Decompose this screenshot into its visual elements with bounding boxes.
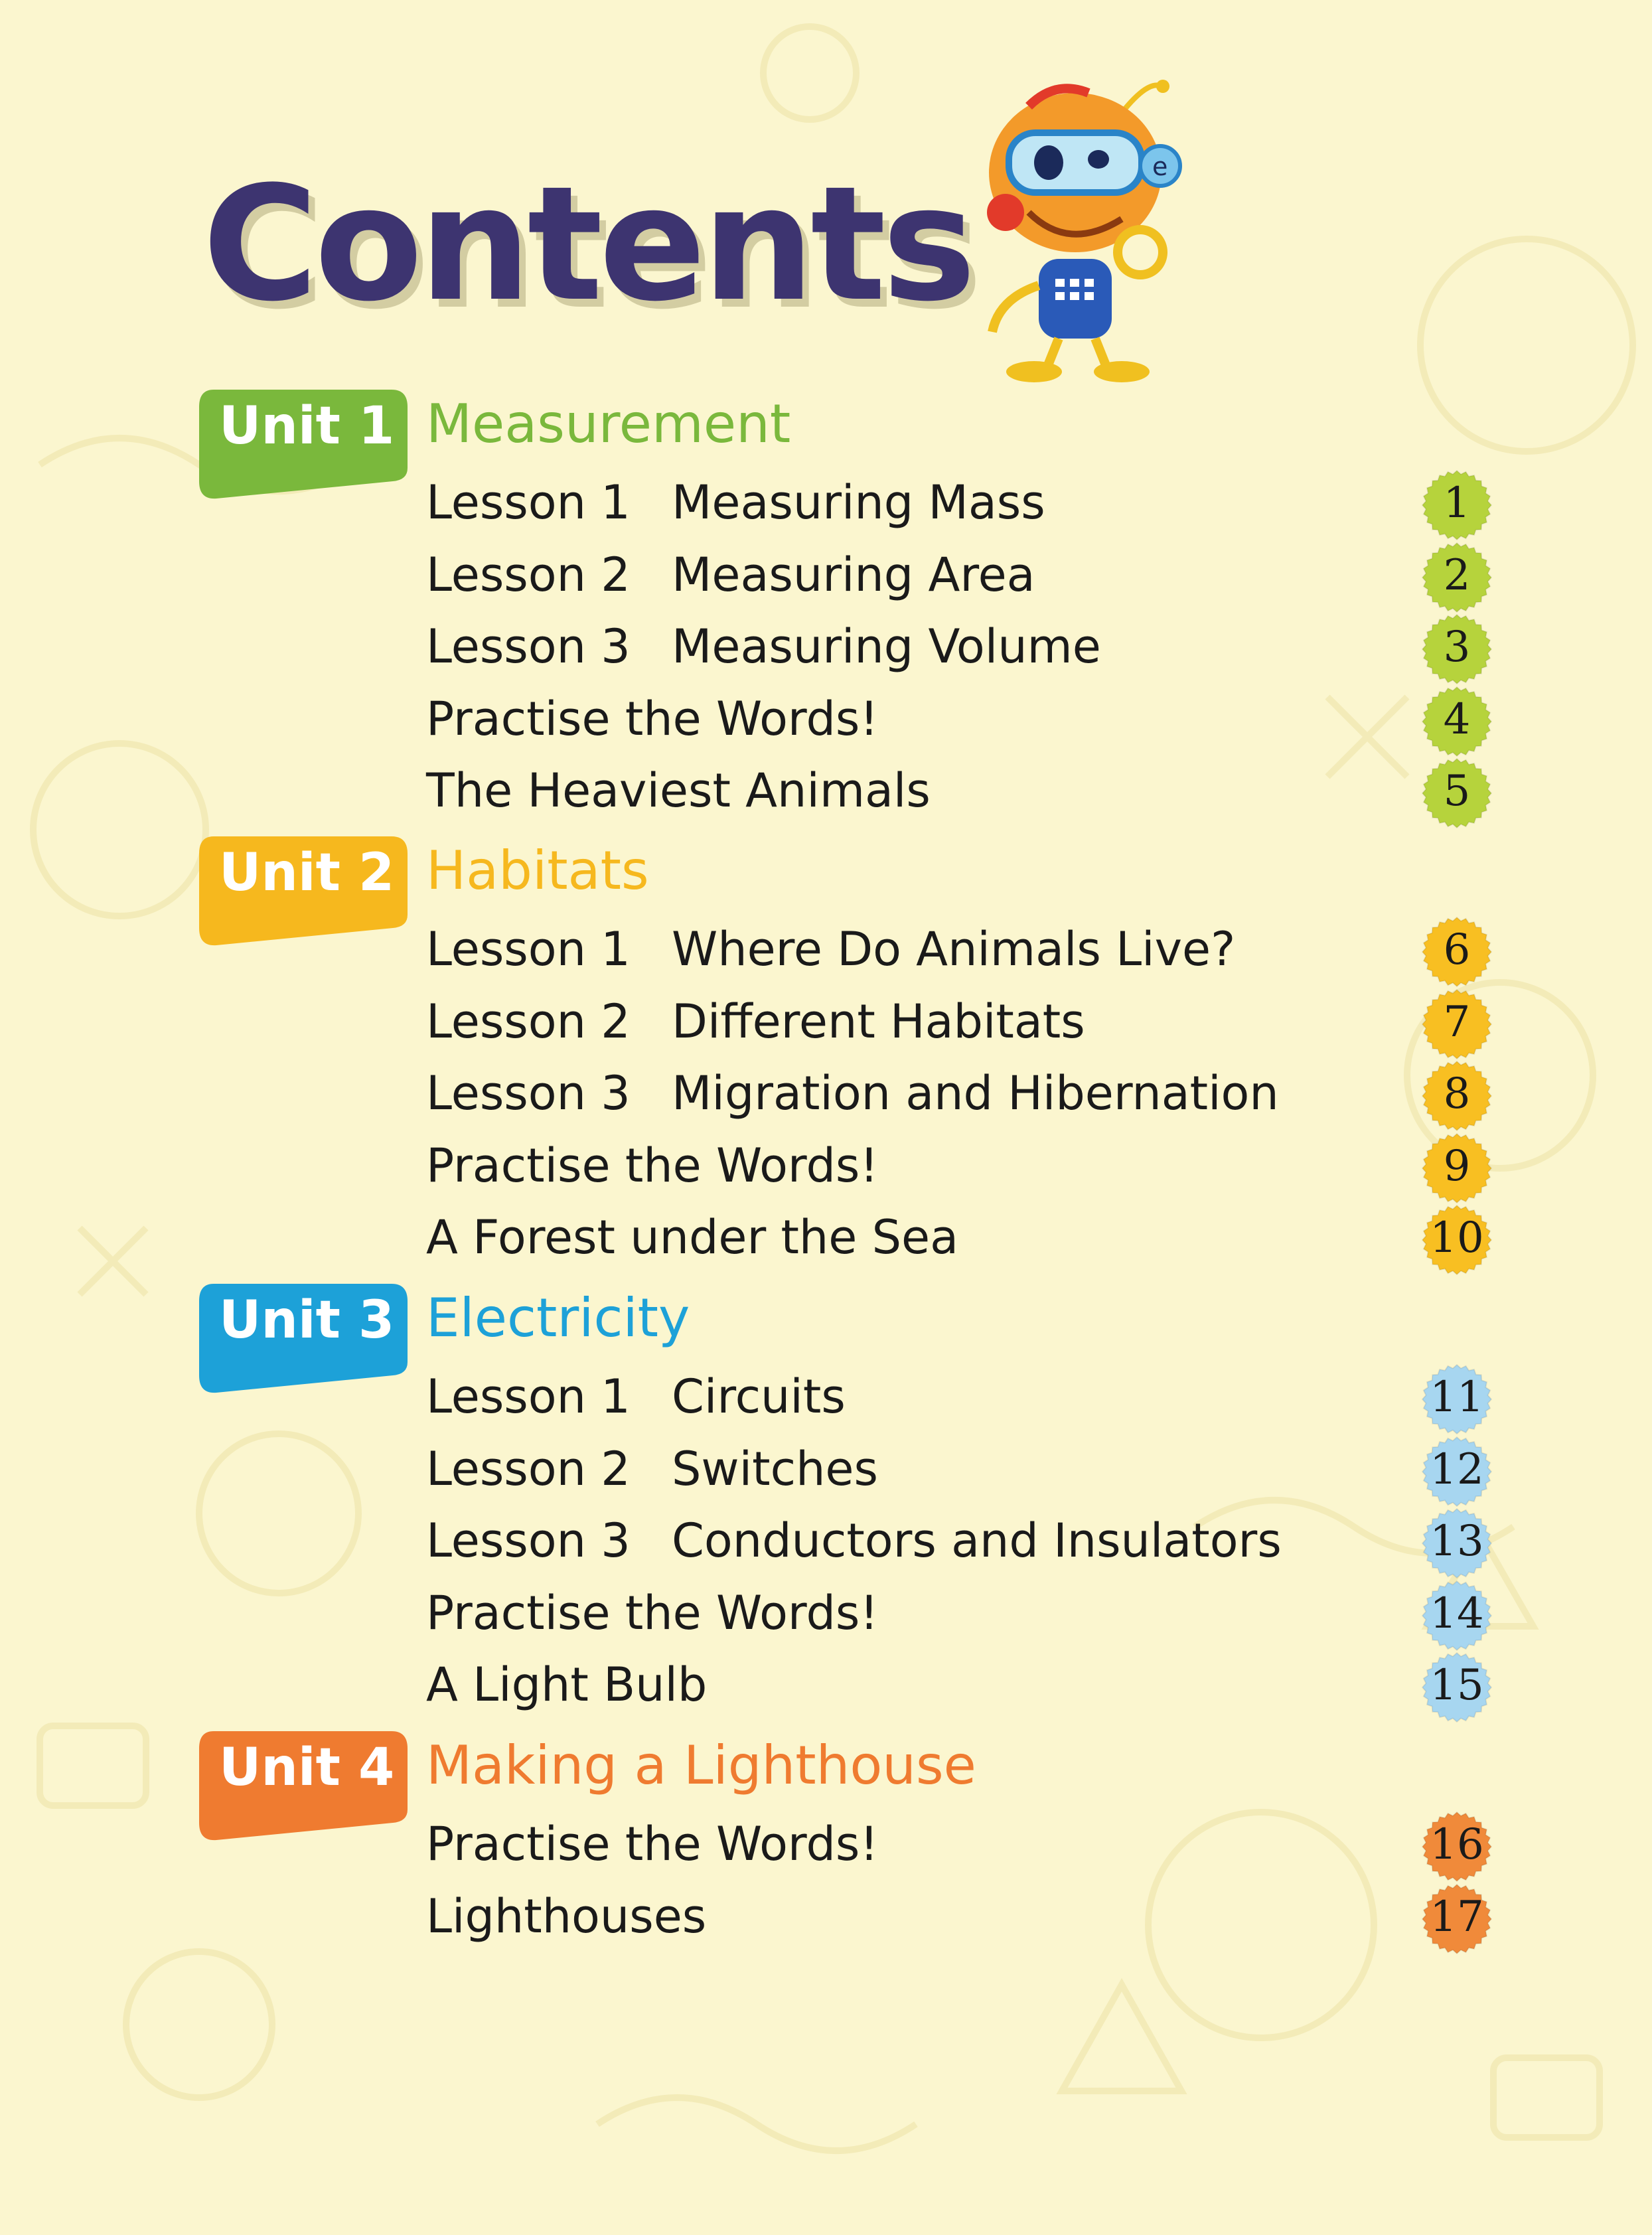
page-number-badge [1422,614,1492,684]
page-number: 1 [1443,479,1471,528]
contents-entry[interactable] [0,1364,1652,1436]
entry-lesson-label: Lesson 1 [426,1369,631,1424]
page-number-badge [1422,1580,1492,1651]
contents-entry[interactable] [0,1508,1652,1580]
entry-lesson-label: Lesson 2 [426,994,631,1049]
entry-title: Migration and Hibernation [672,1066,1279,1120]
page-number: 2 [1443,551,1471,600]
page-number-badge [1422,1205,1492,1275]
entry-title: Practise the Words! [426,1817,879,1871]
page-number: 13 [1430,1517,1484,1566]
contents-entry[interactable] [0,470,1652,542]
page-number: 16 [1430,1820,1484,1869]
entry-lesson-label: Lesson 2 [426,1442,631,1496]
entry-title: Different Habitats [672,994,1085,1049]
entry-title: Practise the Words! [426,692,879,746]
entry-title: The Heaviest Animals [426,763,931,818]
unit-badge-label: Unit 1 [219,396,395,456]
entry-title: Conductors and Insulators [672,1513,1282,1568]
entry-title: Practise the Words! [426,1138,879,1193]
page-number: 5 [1443,767,1471,816]
page-number-badge [1422,1652,1492,1723]
entry-title: Practise the Words! [426,1586,879,1640]
page-number: 8 [1443,1069,1471,1118]
contents-entry[interactable] [0,1436,1652,1508]
page-number-badge [1422,1508,1492,1579]
page-number: 11 [1430,1373,1484,1422]
page-number-badge [1422,1061,1492,1131]
entry-lesson-label: Lesson 3 [426,619,631,674]
page-number: 3 [1443,623,1471,672]
contents-entry[interactable] [0,1205,1652,1276]
page-title: Contents [202,153,972,337]
unit-title: Electricity [426,1287,690,1349]
page-number: 9 [1443,1142,1471,1191]
entry-title: Measuring Volume [672,619,1101,674]
page-number-badge [1422,542,1492,613]
contents-entry[interactable] [0,1884,1652,1956]
contents-entry[interactable] [0,542,1652,614]
unit-badge-label: Unit 2 [219,843,395,903]
entry-title: Switches [672,1442,878,1496]
unit-title: Making a Lighthouse [426,1734,976,1796]
contents-entry[interactable] [0,614,1652,686]
page-number-badge [1422,470,1492,540]
entry-title: Circuits [672,1369,846,1424]
contents-entry[interactable] [0,1652,1652,1724]
entry-lesson-label: Lesson 3 [426,1066,631,1120]
page-number: 12 [1430,1445,1484,1494]
page-number-badge [1422,917,1492,987]
unit-badge-label: Unit 3 [219,1290,395,1350]
page-number: 10 [1430,1213,1484,1263]
unit-badge-label: Unit 4 [219,1738,395,1798]
entry-title: A Forest under the Sea [426,1210,958,1265]
page-number-badge [1422,1811,1492,1882]
entry-lesson-label: Lesson 1 [426,922,631,976]
contents-entry[interactable] [0,686,1652,758]
contents-entry[interactable] [0,989,1652,1061]
page-number: 6 [1443,925,1471,974]
entry-title: Measuring Area [672,548,1035,602]
unit-title: Measurement [426,393,791,455]
page-number: 7 [1443,998,1471,1047]
entry-title: Lighthouses [426,1889,707,1944]
entry-lesson-label: Lesson 3 [426,1513,631,1568]
page-number-badge [1422,758,1492,828]
entry-lesson-label: Lesson 1 [426,475,631,530]
entry-title: Measuring Mass [672,475,1045,530]
page-number-badge [1422,1884,1492,1954]
contents-entry[interactable] [0,1133,1652,1205]
page-number-badge [1422,1133,1492,1203]
page-number-badge [1422,686,1492,757]
page-number: 15 [1430,1661,1484,1710]
contents-entry[interactable] [0,1061,1652,1132]
entry-lesson-label: Lesson 2 [426,548,631,602]
entry-title: A Light Bulb [426,1657,708,1712]
contents-entry[interactable] [0,1580,1652,1652]
contents-entry[interactable] [0,917,1652,988]
page-number-badge [1422,989,1492,1059]
contents-entry[interactable] [0,1811,1652,1883]
contents-entry[interactable] [0,758,1652,830]
page-number: 4 [1443,695,1471,744]
page-number-badge [1422,1436,1492,1507]
page-number-badge [1422,1364,1492,1434]
entry-title: Where Do Animals Live? [672,922,1236,976]
mascot-badge-letter: e [1152,152,1168,181]
page-number: 17 [1430,1892,1484,1942]
unit-title: Habitats [426,840,649,901]
robot-mascot-icon [956,60,1208,385]
page-number: 14 [1430,1589,1484,1638]
